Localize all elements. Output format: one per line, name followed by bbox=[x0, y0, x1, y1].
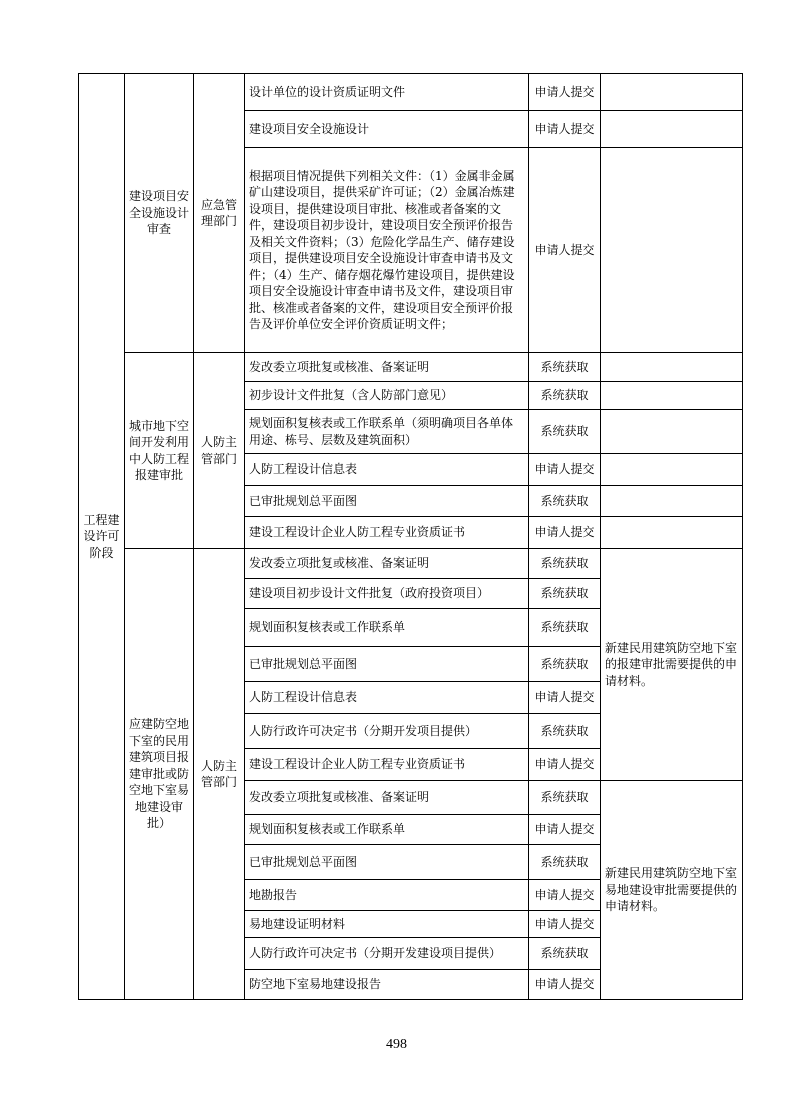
source-cell: 系统获取 bbox=[529, 410, 601, 454]
source-cell: 系统获取 bbox=[529, 647, 601, 682]
stage-cell: 工程建设许可阶段 bbox=[79, 74, 125, 1000]
document-cell: 规划面积复核表或工作联系单 bbox=[245, 609, 529, 647]
document-cell: 地勘报告 bbox=[245, 880, 529, 911]
note-cell bbox=[601, 382, 743, 410]
document-cell: 根据项目情况提供下列相关文件：（1）金属非金属矿山建设项目，提供采矿许可证；（2）金属冶炼建设项目，提供建设项目审批、核准或者备案的文件，建设项目初步设计，建设项目安全预评价报告及相关文件资料；（3）危险化学品生产、储存建设项目，提供建设项目安全设施设计审查申请书及文件；（4）生产、储存烟花爆竹建设项目，提供建设项目安全设施设计审查申请书及文件，建设项目审批、核准或者备案的文件，建设项目安全预评价报告及评价单位安全评价资质证明文件； bbox=[245, 148, 529, 353]
note-cell bbox=[601, 111, 743, 148]
document-cell: 已审批规划总平面图 bbox=[245, 647, 529, 682]
source-cell: 申请人提交 bbox=[529, 454, 601, 486]
source-cell: 申请人提交 bbox=[529, 682, 601, 714]
source-cell: 系统获取 bbox=[529, 353, 601, 382]
department-cell: 人防主管部门 bbox=[194, 353, 245, 549]
document-cell: 人防工程设计信息表 bbox=[245, 454, 529, 486]
source-cell: 申请人提交 bbox=[529, 749, 601, 781]
item-name-cell: 城市地下空间开发利用中人防工程报建审批 bbox=[125, 353, 194, 549]
source-cell: 申请人提交 bbox=[529, 74, 601, 111]
note-cell bbox=[601, 517, 743, 549]
source-cell: 系统获取 bbox=[529, 579, 601, 609]
note-cell: 新建民用建筑防空地下室的报建审批需要提供的申请材料。 bbox=[601, 549, 743, 781]
table-row bbox=[79, 549, 743, 579]
source-cell: 系统获取 bbox=[529, 781, 601, 815]
source-cell: 系统获取 bbox=[529, 938, 601, 970]
source-cell: 申请人提交 bbox=[529, 111, 601, 148]
department-cell: 应急管理部门 bbox=[194, 74, 245, 353]
source-cell: 申请人提交 bbox=[529, 880, 601, 911]
source-cell: 申请人提交 bbox=[529, 911, 601, 938]
document-cell: 规划面积复核表或工作联系单（须明确项目各单体用途、栋号、层数及建筑面积） bbox=[245, 410, 529, 454]
note-cell bbox=[601, 486, 743, 517]
document-cell: 防空地下室易地建设报告 bbox=[245, 970, 529, 1000]
department-cell: 人防主管部门 bbox=[194, 549, 245, 1000]
document-cell: 已审批规划总平面图 bbox=[245, 486, 529, 517]
document-cell: 发改委立项批复或核准、备案证明 bbox=[245, 781, 529, 815]
item-name-cell: 应建防空地下室的民用建筑项目报建审批或防空地下室易地建设审批） bbox=[125, 549, 194, 1000]
source-cell: 系统获取 bbox=[529, 714, 601, 749]
document-cell: 人防工程设计信息表 bbox=[245, 682, 529, 714]
item-name-cell: 建设项目安全设施设计审查 bbox=[125, 74, 194, 353]
document-cell: 设计单位的设计资质证明文件 bbox=[245, 74, 529, 111]
table-row bbox=[79, 353, 743, 382]
table-row bbox=[79, 74, 743, 111]
source-cell: 系统获取 bbox=[529, 609, 601, 647]
source-cell: 申请人提交 bbox=[529, 148, 601, 353]
note-cell bbox=[601, 454, 743, 486]
document-cell: 已审批规划总平面图 bbox=[245, 845, 529, 880]
document-cell: 发改委立项批复或核准、备案证明 bbox=[245, 549, 529, 579]
document-cell: 建设工程设计企业人防工程专业资质证书 bbox=[245, 749, 529, 781]
document-cell: 易地建设证明材料 bbox=[245, 911, 529, 938]
requirements-table bbox=[78, 73, 743, 1000]
source-cell: 系统获取 bbox=[529, 486, 601, 517]
page-number: 498 bbox=[386, 1037, 407, 1052]
note-cell bbox=[601, 74, 743, 111]
note-cell bbox=[601, 148, 743, 353]
source-cell: 系统获取 bbox=[529, 845, 601, 880]
document-cell: 人防行政许可决定书（分期开发建设项目提供） bbox=[245, 938, 529, 970]
source-cell: 系统获取 bbox=[529, 382, 601, 410]
document-cell: 发改委立项批复或核准、备案证明 bbox=[245, 353, 529, 382]
note-cell: 新建民用建筑防空地下室易地建设审批需要提供的申请材料。 bbox=[601, 781, 743, 1000]
document-cell: 建设工程设计企业人防工程专业资质证书 bbox=[245, 517, 529, 549]
document-cell: 建设项目安全设施设计 bbox=[245, 111, 529, 148]
source-cell: 系统获取 bbox=[529, 549, 601, 579]
source-cell: 申请人提交 bbox=[529, 815, 601, 845]
note-cell bbox=[601, 410, 743, 454]
document-cell: 规划面积复核表或工作联系单 bbox=[245, 815, 529, 845]
document-cell: 人防行政许可决定书（分期开发项目提供） bbox=[245, 714, 529, 749]
note-cell bbox=[601, 353, 743, 382]
document-cell: 建设项目初步设计文件批复（政府投资项目） bbox=[245, 579, 529, 609]
source-cell: 申请人提交 bbox=[529, 970, 601, 1000]
source-cell: 申请人提交 bbox=[529, 517, 601, 549]
document-cell: 初步设计文件批复（含人防部门意见） bbox=[245, 382, 529, 410]
